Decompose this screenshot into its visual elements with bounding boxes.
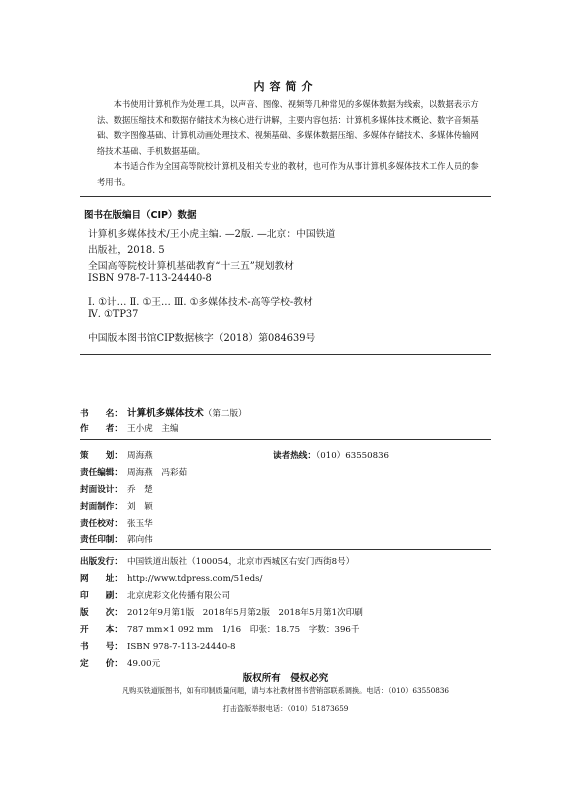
cip-line: 中国版本图书馆CIP数据核字（2018）第084639号	[88, 333, 316, 344]
summary-title: 内容简介	[253, 80, 318, 93]
summary-body	[97, 97, 479, 190]
staff-label: 责任印制：	[80, 535, 123, 545]
staff-row	[80, 483, 153, 495]
author-value: 王小虎 主编	[126, 424, 179, 434]
pub-info-label: 定 价：	[80, 659, 123, 669]
staff-row	[80, 517, 153, 529]
reader-hotline-label: 读者热线：	[273, 451, 316, 461]
divider	[80, 439, 491, 440]
cip-line: ISBN 978-7-113-24440-8	[88, 273, 212, 284]
book-name-row	[80, 405, 247, 419]
pub-info-value: 北京虎彩文化传播有限公司	[126, 591, 231, 601]
staff-label: 责任校对：	[80, 519, 123, 529]
pub-info-value: ISBN 978-7-113-24440-8	[126, 642, 236, 652]
divider	[80, 549, 491, 550]
staff-row	[80, 449, 153, 461]
cip-line: 计算机多媒体技术/王小虎主编. —2版. —北京：中国铁道	[88, 229, 336, 240]
pub-info-label: 版 次：	[80, 608, 123, 618]
staff-value: 张玉华	[126, 519, 153, 529]
pub-info-value: 49.00元	[126, 659, 161, 669]
staff-label: 责任编辑：	[80, 468, 123, 478]
pub-info-label: 印 刷：	[80, 591, 123, 601]
staff-label: 封面设计：	[80, 485, 123, 495]
author-row	[80, 422, 179, 434]
cip-line: Ⅳ. ①TP37	[88, 309, 139, 320]
staff-value: 乔 楚	[126, 485, 153, 495]
staff-row	[80, 466, 187, 478]
pub-info-label: 网 址：	[80, 574, 123, 584]
summary-paragraph: 本书适合作为全国高等院校计算机及相关专业的教材，也可作为从事计算机多媒体技术工作人员的参考用书。	[97, 161, 479, 187]
rights-title: 版权所有 侵权必究	[242, 673, 329, 684]
pub-info-row	[80, 555, 354, 567]
pub-info-row	[80, 657, 160, 669]
pub-info-value: 中国铁道出版社（100054，北京市西城区右安门西街8号）	[126, 557, 355, 567]
cip-line: 全国高等院校计算机基础教育“十三五”规划教材	[88, 261, 294, 272]
pub-info-value: 2012年9月第1版 2018年5月第2版 2018年5月第1次印刷	[126, 608, 363, 618]
staff-row	[80, 533, 153, 545]
staff-value: 郭向伟	[126, 535, 153, 545]
summary-paragraph: 本书使用计算机作为处理工具，以声音、图像、视频等几种常见的多媒体数据为线索，以数据表示方法、数据压缩技术和数据存储技术为核心进行讲解，主要内容包括：计算机多媒体技术概论、数字音频基础、数字图像基础、计算机动画处理技术、视频基础、多媒体数据压缩、多媒体存储技术、多媒体传输网络技术基础、手机数据基础。	[97, 99, 479, 156]
pub-info-row	[80, 623, 360, 635]
cip-line: 出版社，2018. 5	[88, 245, 165, 256]
book-name-value: 计算机多媒体技术	[126, 408, 204, 419]
pub-info-row	[80, 640, 236, 652]
pub-info-label: 出版发行：	[80, 557, 123, 567]
staff-row	[80, 500, 153, 512]
rights-report: 打击盗版举报电话：（010）51873659	[222, 704, 349, 713]
reader-hotline	[273, 449, 389, 461]
pub-info-label: 开 本：	[80, 625, 123, 635]
cip-title: 图书在版编目（CIP）数据	[84, 210, 197, 221]
pub-info-row	[80, 589, 230, 601]
pub-info-label: 书 号：	[80, 642, 123, 652]
cip-line: Ⅰ. ①计… Ⅱ. ①王… Ⅲ. ①多媒体技术-高等学校-教材	[88, 297, 313, 308]
divider	[80, 196, 491, 197]
staff-label: 策 划：	[80, 451, 123, 461]
divider	[80, 354, 491, 355]
book-edition: （第二版）	[203, 409, 247, 419]
rights-note: 凡购买铁道版图书，如有印制质量问题，请与本社教材图书营销部联系调换。电话：（010）63550836	[121, 686, 450, 695]
reader-hotline-value: （010）63550836	[315, 451, 390, 461]
staff-value: 刘 颖	[126, 502, 153, 512]
pub-info-row	[80, 572, 262, 584]
pub-info-row	[80, 606, 363, 618]
staff-value: 周海燕	[126, 451, 153, 461]
pub-info-value: 787 mm×1 092 mm 1/16 印张：18.75 字数：396千	[126, 625, 360, 635]
book-name-label: 书 名：	[80, 409, 123, 419]
staff-label: 封面制作：	[80, 502, 123, 512]
author-label: 作 者：	[80, 424, 123, 434]
website-link[interactable]: http://www.tdpress.com/51eds/	[126, 574, 263, 584]
staff-value: 周海燕 冯彩茹	[126, 468, 188, 478]
